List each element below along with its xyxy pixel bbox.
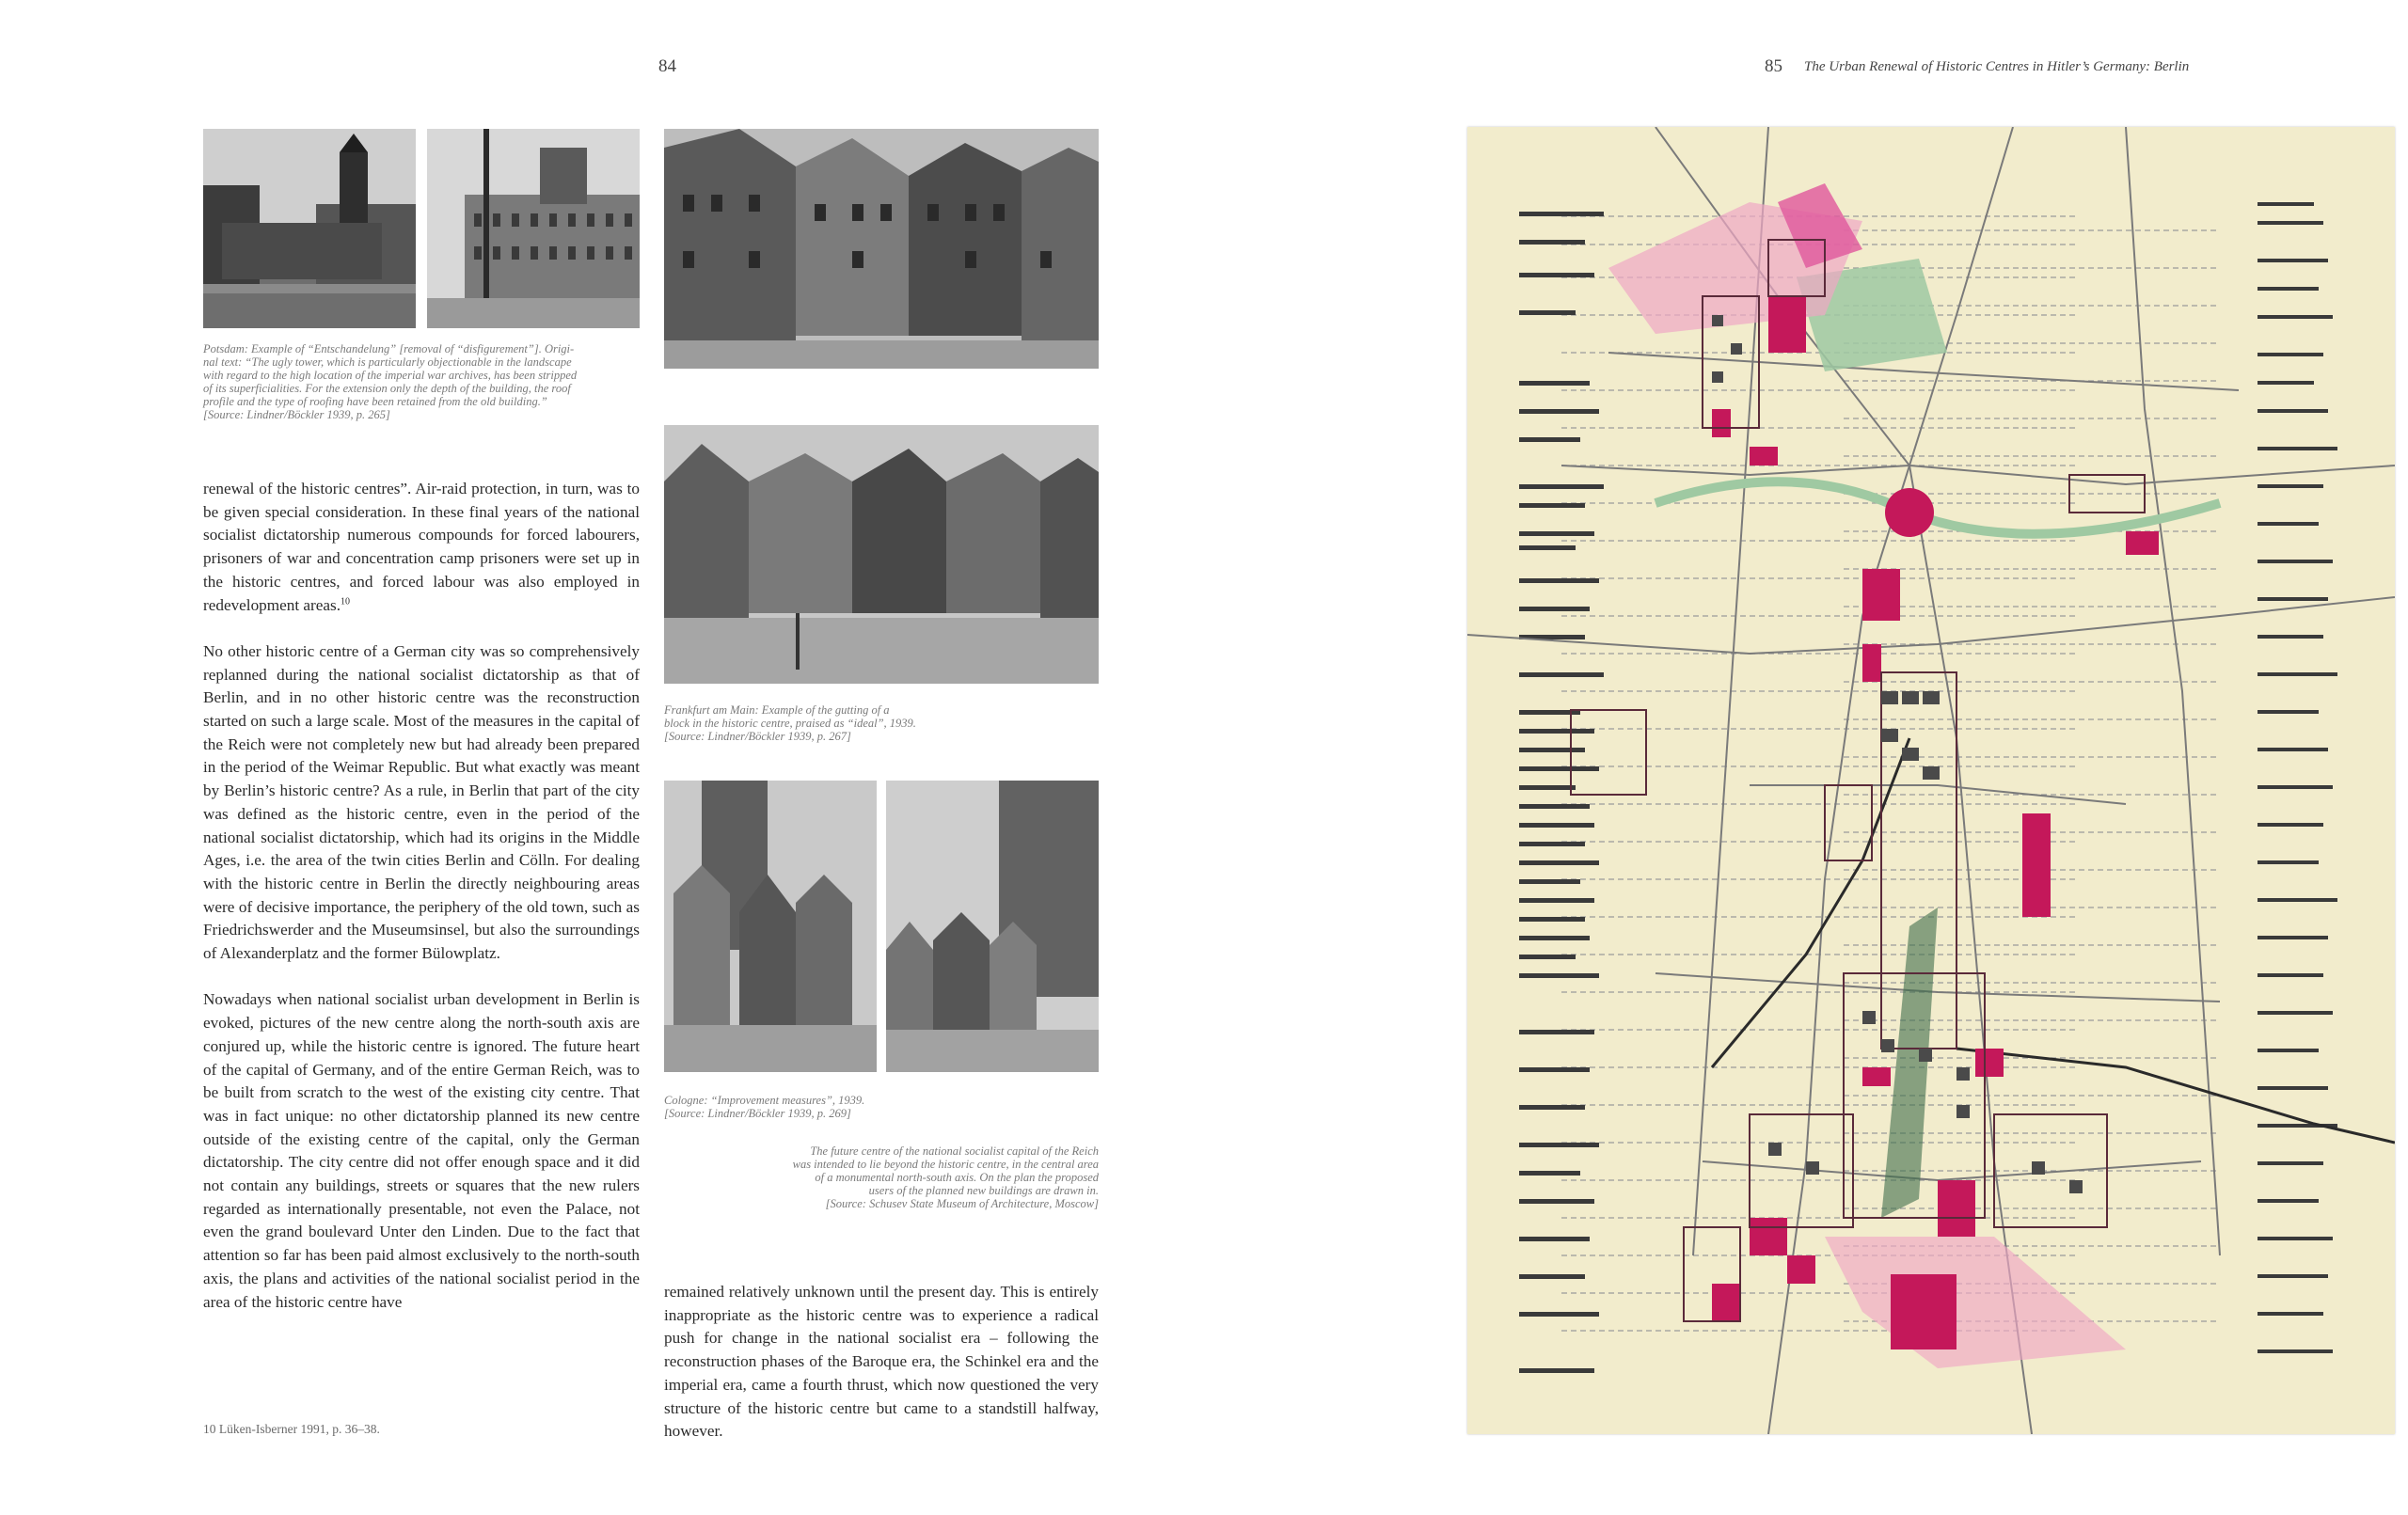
cologne-caption: Cologne: “Improvement measures”, 1939. [Source: Lindner/Böckler 1939, p. 269] <box>664 1094 865 1120</box>
page-number-right: 85 <box>1765 56 1782 76</box>
paragraph-3: Nowadays when national socialist urban development in Berlin is evoked, pictures of the new centre along the north-south axis are conjured up, while the historic centre is ignored. The future heart of the capital of Germany, and of the entire German Reich, was to be built from scratch to the west of the existing city centre. That was in fact unique: no other dictatorship planned its new centre outside of the existing centre of the capital, only the German dictatorship. The city centre did not offer enough space and it did not contain any buildings, streets or squares that the new rulers regarded as internationally presentable, not even the Palace, not even the grand boulevard Unter den Linden. Due to the fact that attention so far has been paid almost exclusively to the north-south axis, the plans and activities of the national socialist period in the area of the historic centre have <box>203 990 640 1311</box>
frankfurt-caption: Frankfurt am Main: Example of the gutting of a block in the historic centre, praised as “ideal”, 1939. [Source: Lindner/Böckler 1939, p. 267] <box>664 703 916 743</box>
body-text-left-column <box>203 478 640 1314</box>
berlin-north-south-axis-plan <box>1467 127 2395 1434</box>
frankfurt-street-photo <box>664 129 1099 369</box>
potsdam-caption: Potsdam: Example of “Entschandelung” [removal of “disfigurement”]. Origi- nal text: “The ugly tower, which is particularly objectionable in the landscape with regard to the high location of the imperial war archives, has been stripped of its superficialities. For the extension only the depth of the building, the roof profile and the type of roofing have been retained from the old building.” [Source: Lindner/Böckler 1939, p. 265] <box>203 342 578 421</box>
paragraph-2: No other historic centre of a German city was so comprehensively replanned during the national socialist dictatorship as that of Berlin, and in no other historic centre was the reconstruction started on such a large scale. Most of the measures in the capital of the Reich were not completely new but had already been prepared in the period of the Weimar Republic. But what exactly was meant by Berlin’s historic centre? As a rule, in Berlin that part of the city was defined as the historic centre, even in the period of the national socialist dictatorship, which had its origins in the Middle Ages, i.e. the area of the twin cities Berlin and Cölln. For dealing with the historic centre in Berlin the directly neighbouring areas were of decisive importance, the periphery of the old town, such as Friedrichswerder and the Museumsinsel, but also the surroundings of Alexanderplatz and the former Bülowplatz. <box>203 641 640 963</box>
running-head: The Urban Renewal of Historic Centres in Hitler’s Germany: Berlin <box>1804 59 2190 74</box>
cologne-photo-left <box>664 781 877 1072</box>
paragraph-4: remained relatively unknown until the present day. This is entirely inappropriate as the historic centre was to experience a radical push for change in the national socialist era – following the reconstruction phases of the Baroque era, the Schinkel era and the imperial era, came a fourth thrust, which now questioned the very structure of the historic centre but came to a standstill halfway, however. <box>664 1283 1099 1441</box>
frankfurt-square-photo <box>664 425 1099 684</box>
potsdam-archive-photo <box>427 129 640 328</box>
cologne-photo-right <box>886 781 1099 1072</box>
body-text-right-column <box>664 1281 1099 1444</box>
footnote-reference: 10 <box>341 595 351 607</box>
footnote: 10 Lüken-Isberner 1991, p. 36–38. <box>203 1422 380 1436</box>
map-caption: The future centre of the national socialist capital of the Reich was intended to lie beyond the historic centre, in the central area of a monumental north-south axis. On the plan the proposed users of the planned new buildings are drawn in. [Source: Schusev State Museum of Architecture, Moscow] <box>792 1144 1099 1210</box>
page-number-left: 84 <box>658 56 676 76</box>
potsdam-church-photo <box>203 129 416 328</box>
paragraph-1: renewal of the historic centres”. Air-raid protection, in turn, was to be given special consideration. In these final years of the national socialist dictatorship numerous compounds for forced labourers, prisoners of war and concentration camp prisoners were set up in the historic centres, and forced labour was also employed in redevelopment areas.$^{10}$ <box>203 480 640 614</box>
